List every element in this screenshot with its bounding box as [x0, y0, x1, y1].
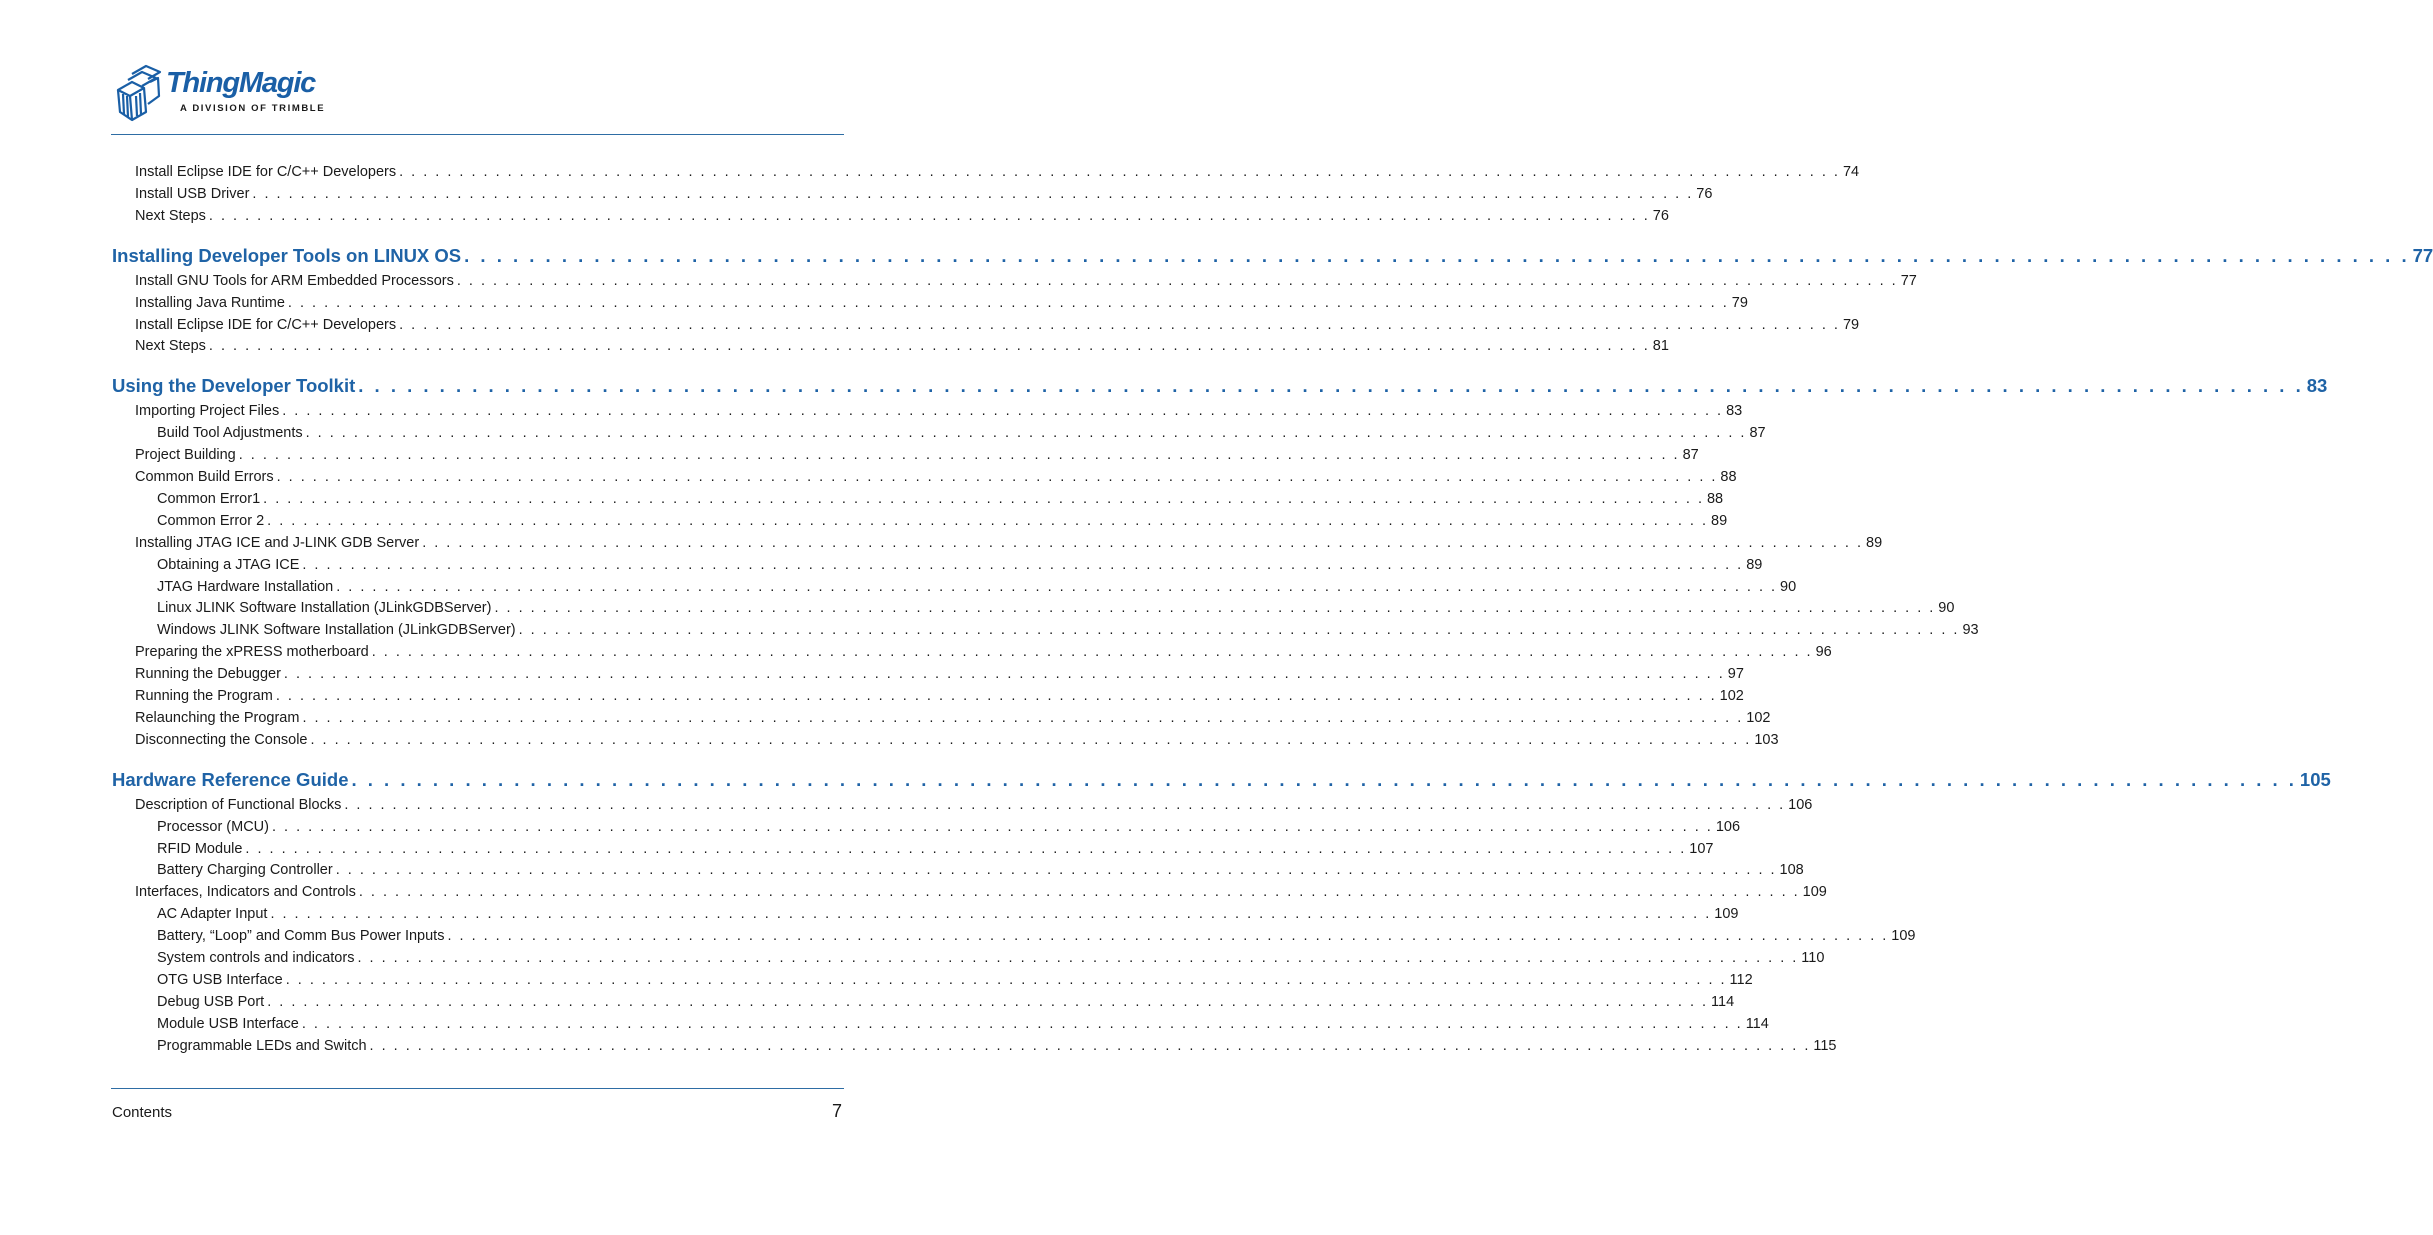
toc-entry-label: Using the Developer Toolkit [112, 375, 356, 397]
toc-dot-leader: . . . . . . . . . . . . . . . . . . . . . . . . . . . . . . . . . . . . . . . . . . . . . . . . . . . . . . . . . . . . . . . . . . . . . . . . . . . . . . . . . . . . . . . . . . . . . . . . . . . . . . . . . . . . . . . . . . . . . . . . [283, 666, 1725, 683]
toc-entry-label: Common Error1 [157, 490, 261, 507]
toc-dot-leader: . . . . . . . . . . . . . . . . . . . . . . . . . . . . . . . . . . . . . . . . . . . . . . . . . . . . . . . . . . . . . . . . . . . . . . . . . . . . . . . . . . . . . . . . . . . . . . . . . . . . . . . . . . . . . . . . . . . . . . . . [263, 490, 1704, 507]
toc-entry-page: 77 [1900, 272, 1917, 289]
toc-dot-leader: . . . . . . . . . . . . . . . . . . . . . . . . . . . . . . . . . . . . . . . . . . . . . . . . . . . . . . . . . . . . . . . . . . . . . . . . . . . . . . . . . . . . . . . . . . . . . . . . . . . . . . . . . . . . . . . . . . . . . . . . [371, 644, 1813, 661]
toc-entry[interactable] [135, 665, 1744, 683]
toc-entry-label: Debug USB Port [157, 993, 265, 1010]
toc-entry[interactable] [157, 599, 1955, 617]
toc-entry-label: Common Error 2 [157, 512, 265, 529]
toc-entry-label: Linux JLINK Software Installation (JLinkGDBServer) [157, 600, 492, 617]
toc-entry-page: 76 [1696, 185, 1713, 202]
toc-entry-label: Interfaces, Indicators and Controls [135, 884, 356, 901]
toc-entry[interactable] [135, 643, 1832, 661]
toc-entry-page: 81 [1652, 338, 1669, 355]
toc-dot-leader: . . . . . . . . . . . . . . . . . . . . . . . . . . . . . . . . . . . . . . . . . . . . . . . . . . . . . . . . . . . . . . . . . . . . . . . . . . . . . . . . . . . . . . . . . . . . . . . . . . . . . . . . . . . . . . . . . . . . . . . . [275, 688, 1717, 704]
toc-entry-page: 90 [1938, 600, 1955, 617]
toc-entry-label: Battery, “Loop” and Comm Bus Power Inputs [157, 928, 445, 945]
footer-divider [111, 1088, 844, 1089]
toc-entry-page: 89 [1866, 534, 1883, 551]
toc-entry-page: 88 [1706, 490, 1724, 507]
toc-entry[interactable] [135, 207, 1669, 225]
toc-entry[interactable] [135, 468, 1737, 486]
toc-dot-leader: . . . . . . . . . . . . . . . . . . . . . . . . . . . . . . . . . . . . . . . . . . . . . . . . . . . . . . . . . . . . . . . . . . . . . . . . . . . . . . . . . . . . . . . . . . . . . . . . . . . . . . . . . . . . . . . . . . . . . . . . [252, 185, 1694, 202]
toc-entry[interactable] [135, 316, 1860, 334]
toc-entry-page: 74 [1842, 164, 1860, 180]
toc-entry-label: AC Adapter Input [157, 906, 268, 923]
toc-entry-page: 102 [1746, 709, 1771, 726]
toc-entry-page: 107 [1689, 840, 1714, 857]
toc-dot-leader: . . . . . . . . . . . . . . . . . . . . . . . . . . . . . . . . . . . . . . . . . . . . . . . . . . . . . . . . . . . . . . . . . . . . . . . . . . . . . . . . . . . . . . . . . . . . . . . . . . . . . . . . . . . . . . . . . . . . . . . . [335, 862, 1777, 879]
toc-entry[interactable] [135, 294, 1748, 312]
toc-entry[interactable] [157, 1037, 1837, 1055]
toc-entry-page: 109 [1891, 928, 1916, 945]
toc-dot-leader: . . . . . . . . . . . . . . . . . . . . . . . . . . . . . . . . . . . . . . . . . . . . . . . . . . . . . . . . . . . . . . . . . . . . . . . . . . . . . . . . . . . . . . . . . . . . . . . . . . . . . . . . . . . . . . . . . . . . . . . . [271, 818, 1713, 835]
toc-dot-leader: . . . . . . . . . . . . . . . . . . . . . . . . . . . . . . . . . . . . . . . . . . . . . . . . . . . . . . . . . . . . . . . . . . . . . . . . . . . . . . . . . . . . . . . . . . . . . . . . . . . . . . . . . . . . . . . . . . . . . . . . [270, 906, 1712, 923]
toc-dot-leader: . . . . . . . . . . . . . . . . . . . . . . . . . . . . . . . . . . . . . . . . . . . . . . . . . . . . . . . . . . . . . . . . . . . . . . . . . . . . . . . . . . . . . . . . . . . . . . . . . . . . . . . . . . . . . . . . . . . . . . . . [447, 928, 1889, 945]
toc-entry-page: 96 [1815, 644, 1832, 661]
toc-entry-page: 108 [1779, 862, 1804, 879]
toc-entry-page: 90 [1780, 578, 1797, 595]
toc-entry[interactable] [157, 993, 1735, 1011]
toc-entry[interactable] [157, 556, 1763, 574]
toc-entry-label: Obtaining a JTAG ICE [157, 556, 300, 573]
toc-entry[interactable] [135, 185, 1713, 203]
toc-entry[interactable] [135, 731, 1779, 749]
toc-entry-page: 102 [1719, 688, 1744, 704]
toc-entry-page: 89 [1711, 512, 1728, 529]
toc-dot-leader: . . . . . . . . . . . . . . . . . . . . . . . . . . . . . . . . . . . . . . . . . . . . . . . . . . . . . . . . . . . . . . . . . . . . . . . . . . . . . . . . . . . . . . . . . . . . . . . . . . . . . . . . . . . . . . . . . . . . . . . . [245, 840, 1687, 857]
toc-entry[interactable] [135, 402, 1743, 420]
toc-entry-page: 89 [1746, 556, 1763, 573]
toc-dot-leader: . . . . . . . . . . . . . . . . . . . . . . . . . . . . . . . . . . . . . . . . . . . . . . . . . . . . . . . . . . . . . . . . . . . . . . . . . . . . . . . . . . . . . . . . . . . . . . . . . . . . . . . . . . . . . . . . . . . . . . . . [357, 950, 1799, 966]
toc-dot-leader: . . . . . . . . . . . . . . . . . . . . . . . . . . . . . . . . . . . . . . . . . . . . . . . . . . . . . . . . . . . . . . . . . . . . . . . . . . . . . . . . . . . . . . . . . . . . . . . . . . . . . . . . . . . . . . . . . . . . . . . . [285, 971, 1727, 988]
toc-entry-label: Install Eclipse IDE for C/C++ Developers [135, 164, 397, 180]
toc-entry-page: 114 [1745, 1015, 1769, 1032]
toc-entry[interactable] [135, 446, 1699, 464]
toc-entry-page: 79 [1842, 316, 1860, 333]
toc-section-entry[interactable] [112, 768, 2331, 791]
toc-entry-label: Battery Charging Controller [157, 862, 333, 879]
toc-entry-label: Install GNU Tools for ARM Embedded Processors [135, 272, 454, 289]
toc-entry[interactable] [157, 818, 1741, 836]
toc-dot-leader: . . . . . . . . . . . . . . . . . . . . . . . . . . . . . . . . . . . . . . . . . . . . . . . . . . . . . . . . . . . . . . . . . . . . . . . . . . . . . . . . . . . . . . . . . . . . . . . . . . . . . . . . . . . . . . . . . . . . . . . . [399, 316, 1840, 333]
toc-dot-leader: . . . . . . . . . . . . . . . . . . . . . . . . . . . . . . . . . . . . . . . . . . . . . . . . . . . . . . . . . . . . . . . . . . . . . . . . . . . . . . . . . . . . . . . . . . . . . . . . . . . . . . . . . . . . . . . . . . . . . . . . [305, 425, 1747, 442]
toc-entry-label: Next Steps [135, 207, 206, 224]
toc-entry-label: Preparing the xPRESS motherboard [135, 644, 369, 661]
toc-entry-page: 112 [1729, 971, 1753, 988]
toc-entry-label: Programmable LEDs and Switch [157, 1037, 367, 1054]
toc-entry-page: 83 [1726, 403, 1743, 420]
toc-dot-leader: . . . . . . . . . . . . . . . . . . . . . . . . . . . . . . . . . . . . . . . . . . . . . . . . . . . . . . . . . . . . . . . . . . . . . . . . . . . . . . . . . . . . . . . . . . . . . . . . . . . . . . . . . . . . . . . . . . . . . . . . [208, 338, 1650, 355]
toc-dot-leader: . . . . . . . . . . . . . . . . . . . . . . . . . . . . . . . . . . . . . . . . . . . . . . . . . . . . . . . . . . . . . . . . . . . . . . . . . . . . . . . . . . . . . . . . . . . . . . . . . . . . . . . . . . . . . . . . . . . . . . . . [267, 512, 1708, 529]
toc-entry-label: Processor (MCU) [157, 818, 269, 835]
toc-entry[interactable] [157, 621, 1979, 639]
toc-entry[interactable] [157, 840, 1714, 858]
toc-entry-page: 106 [1788, 796, 1813, 813]
toc-dot-leader: . . . . . . . . . . . . . . . . . . . . . . . . . . . . . . . . . . . . . . . . . . . . . . . . . . . . . . . . . . . . . . . . . . . . . . . . . . . . . . . . . . . . . . . . . . . . . . . . . . . . . . . . . . . . . . . . . . . . . . . . [310, 731, 1752, 748]
footer-page-number: 7 [831, 1101, 842, 1121]
toc-entry-label: Importing Project Files [135, 403, 280, 420]
toc-entry[interactable] [135, 883, 1827, 901]
toc-entry-page: 76 [1652, 207, 1669, 224]
toc-entry-page: 109 [1802, 884, 1827, 901]
toc-dot-leader: . . . . . . . . . . . . . . . . . . . . . . . . . . . . . . . . . . . . . . . . . . . . . . . . . . . . . . . . . . . . . . . . . . . . . . . . . . . . . . . . . . . . . . . . . . . . . . . . . . . . . . . . . . . . . . . . . . . . . . . . [344, 796, 1786, 813]
toc-entry[interactable] [135, 272, 1917, 290]
toc-entry[interactable] [157, 949, 1825, 967]
toc-entry-page: 87 [1682, 447, 1699, 464]
toc-dot-leader: . . . . . . . . . . . . . . . . . . . . . . . . . . . . . . . . . . . . . . . . . . . . . . . . . . . . . . . . . . . . . . . . . . . . . . . . . . . . . . . . . . . . . . . . . . . . . . . . . . . . . . . . . . . . . . . . . . . . . . . . [422, 534, 1864, 551]
toc-entry[interactable] [135, 687, 1744, 705]
toc-entry[interactable] [135, 709, 1771, 727]
toc-entry-page: 106 [1715, 818, 1741, 835]
toc-entry[interactable] [135, 796, 1813, 814]
toc-entry-page: 105 [2299, 768, 2331, 790]
toc-entry-label: Windows JLINK Software Installation (JLinkGDBServer) [157, 622, 516, 639]
toc-entry-label: Install USB Driver [135, 185, 250, 202]
toc-entry-label: Hardware Reference Guide [112, 768, 349, 790]
toc-entry-label: Running the Program [135, 688, 273, 704]
toc-section-entry[interactable] [112, 244, 2433, 267]
toc-entry-label: RFID Module [157, 840, 243, 857]
toc-dot-leader: . . . . . . . . . . . . . . . . . . . . . . . . . . . . . . . . . . . . . . . . . . . . . . . . . . . . . . . . . . . . . . . . . . . . . . . . . . . . . . . . . . . . . . . . . . . . . . . . . . . . . . . . . . . . . . . . . . . . . . . . [336, 578, 1778, 595]
toc-dot-leader: . . . . . . . . . . . . . . . . . . . . . . . . . . . . . . . . . . . . . . . . . . . . . . . . . . . . . . . . . . . . . . . . . . . . . . . . . . . . . . . . . . . . . . . . . . . . . . . . . . . . . . . . . . . . . . . . . . . . . . . . [369, 1037, 1811, 1054]
toc-dot-leader: . . . . . . . . . . . . . . . . . . . . . . . . . . . . . . . . . . . . . . . . . . . . . . . . . . . . . . . . . . . . . . . . . . . . . . . . . . . . . . . . . . . . . . . . . . . . . . . . . . . . . . . . . . . . . . . . . . . . . . . . [464, 244, 2410, 266]
toc-entry-page: 97 [1727, 666, 1744, 683]
toc-entry-page: 103 [1754, 731, 1779, 748]
toc-entry[interactable] [157, 578, 1797, 596]
toc-dot-leader: . . . . . . . . . . . . . . . . . . . . . . . . . . . . . . . . . . . . . . . . . . . . . . . . . . . . . . . . . . . . . . . . . . . . . . . . . . . . . . . . . . . . . . . . . . . . . . . . . . . . . . . . . . . . . . . . . . . . . . . . [287, 294, 1729, 311]
toc-entry-label: JTAG Hardware Installation [157, 578, 334, 595]
toc-entry-label: System controls and indicators [157, 950, 355, 966]
brand-name: ThingMagic [166, 67, 316, 99]
toc-entry-page: 110 [1801, 950, 1825, 966]
toc-dot-leader: . . . . . . . . . . . . . . . . . . . . . . . . . . . . . . . . . . . . . . . . . . . . . . . . . . . . . . . . . . . . . . . . . . . . . . . . . . . . . . . . . . . . . . . . . . . . . . . . . . . . . . . . . . . . . . . . . . . . . . . . [456, 272, 1898, 289]
toc-dot-leader: . . . . . . . . . . . . . . . . . . . . . . . . . . . . . . . . . . . . . . . . . . . . . . . . . . . . . . . . . . . . . . . . . . . . . . . . . . . . . . . . . . . . . . . . . . . . . . . . . . . . . . . . . . . . . . . . . . . . . . . . [276, 469, 1718, 485]
toc-section-entry[interactable] [112, 375, 2328, 397]
brand-tagline: A DIVISION OF TRIMBLE [180, 103, 326, 114]
toc-entry-label: Project Building [135, 447, 236, 464]
toc-dot-leader: . . . . . . . . . . . . . . . . . . . . . . . . . . . . . . . . . . . . . . . . . . . . . . . . . . . . . . . . . . . . . . . . . . . . . . . . . . . . . . . . . . . . . . . . . . . . . . . . . . . . . . . . . . . . . . . . . . . . . . . . [282, 403, 1724, 420]
toc-dot-leader: . . . . . . . . . . . . . . . . . . . . . . . . . . . . . . . . . . . . . . . . . . . . . . . . . . . . . . . . . . . . . . . . . . . . . . . . . . . . . . . . . . . . . . . . . . . . . . . . . . . . . . . . . . . . . . . . . . . . . . . . [494, 600, 1936, 617]
toc-dot-leader: . . . . . . . . . . . . . . . . . . . . . . . . . . . . . . . . . . . . . . . . . . . . . . . . . . . . . . . . . . . . . . . . . . . . . . . . . . . . . . . . . . . . . . . . . . . . . . . . . . . . . . . . . . . . . . . . . . . . . . . . [208, 207, 1650, 224]
toc-entry-label: Relaunching the Program [135, 709, 300, 726]
toc-entry-page: 83 [2306, 375, 2328, 397]
toc-entry-page: 88 [1720, 469, 1737, 485]
toc-dot-leader: . . . . . . . . . . . . . . . . . . . . . . . . . . . . . . . . . . . . . . . . . . . . . . . . . . . . . . . . . . . . . . . . . . . . . . . . . . . . . . . . . . . . . . . . . . . . . . . . . . . . . . . . . . . . . . . . . . . . . . . . [399, 164, 1840, 180]
toc-entry-label: Running the Debugger [135, 666, 281, 683]
toc-dot-leader: . . . . . . . . . . . . . . . . . . . . . . . . . . . . . . . . . . . . . . . . . . . . . . . . . . . . . . . . . . . . . . . . . . . . . . . . . . . . . . . . . . . . . . . . . . . . . . . . . . . . . . . . . . . . . . . . . . . . . . . . [518, 622, 1960, 639]
toc-entry-page: 77 [2412, 244, 2433, 266]
toc-entry-label: Next Steps [135, 338, 206, 355]
toc-entry-label: Module USB Interface [157, 1015, 299, 1032]
toc-entry-page: 109 [1714, 906, 1739, 923]
toc-entry[interactable] [157, 927, 1916, 945]
toc-dot-leader: . . . . . . . . . . . . . . . . . . . . . . . . . . . . . . . . . . . . . . . . . . . . . . . . . . . . . . . . . . . . . . . . . . . . . . . . . . . . . . . . . . . . . . . . . . . . . . . . . . . . . . . . . . . . . . . . . . . . . . . . [358, 884, 1800, 901]
toc-entry-label: Installing JTAG ICE and J-LINK GDB Server [135, 534, 420, 551]
toc-entry-page: 93 [1962, 622, 1979, 639]
toc-dot-leader: . . . . . . . . . . . . . . . . . . . . . . . . . . . . . . . . . . . . . . . . . . . . . . . . . . . . . . . . . . . . . . . . . . . . . . . . . . . . . . . . . . . . . . . . . . . . . . . . . . . . . . . . . . . . . . . . . . . . . . . . [351, 768, 2297, 790]
toc-entry[interactable] [157, 424, 1766, 442]
toc-entry-label: Common Build Errors [135, 469, 274, 485]
toc-entry-page: 87 [1749, 425, 1766, 442]
toc-entry[interactable] [157, 490, 1724, 508]
toc-entry-page: 115 [1813, 1037, 1837, 1054]
toc-entry-label: Installing Java Runtime [135, 294, 285, 311]
toc-entry-page: 79 [1731, 294, 1748, 311]
toc-dot-leader: . . . . . . . . . . . . . . . . . . . . . . . . . . . . . . . . . . . . . . . . . . . . . . . . . . . . . . . . . . . . . . . . . . . . . . . . . . . . . . . . . . . . . . . . . . . . . . . . . . . . . . . . . . . . . . . . . . . . . . . . [267, 993, 1709, 1010]
toc-entry[interactable] [157, 905, 1739, 923]
toc-entry[interactable] [157, 861, 1804, 879]
toc-entry-label: Installing Developer Tools on LINUX OS [112, 244, 462, 266]
toc-dot-leader: . . . . . . . . . . . . . . . . . . . . . . . . . . . . . . . . . . . . . . . . . . . . . . . . . . . . . . . . . . . . . . . . . . . . . . . . . . . . . . . . . . . . . . . . . . . . . . . . . . . . . . . . . . . . . . . . . . . . . . . . [358, 375, 2304, 397]
toc-entry-label: Description of Functional Blocks [135, 796, 342, 813]
toc-dot-leader: . . . . . . . . . . . . . . . . . . . . . . . . . . . . . . . . . . . . . . . . . . . . . . . . . . . . . . . . . . . . . . . . . . . . . . . . . . . . . . . . . . . . . . . . . . . . . . . . . . . . . . . . . . . . . . . . . . . . . . . . [302, 556, 1744, 573]
toc-entry[interactable] [157, 512, 1728, 530]
toc-dot-leader: . . . . . . . . . . . . . . . . . . . . . . . . . . . . . . . . . . . . . . . . . . . . . . . . . . . . . . . . . . . . . . . . . . . . . . . . . . . . . . . . . . . . . . . . . . . . . . . . . . . . . . . . . . . . . . . . . . . . . . . . [302, 709, 1744, 726]
toc-entry[interactable] [135, 337, 1669, 355]
toc-entry[interactable] [157, 1015, 1769, 1033]
toc-entry[interactable] [157, 971, 1753, 989]
toc-entry-label: Install Eclipse IDE for C/C++ Developers [135, 316, 397, 333]
toc-dot-leader: . . . . . . . . . . . . . . . . . . . . . . . . . . . . . . . . . . . . . . . . . . . . . . . . . . . . . . . . . . . . . . . . . . . . . . . . . . . . . . . . . . . . . . . . . . . . . . . . . . . . . . . . . . . . . . . . . . . . . . . . [301, 1015, 1743, 1032]
toc-entry-label: Disconnecting the Console [135, 731, 308, 748]
toc-entry-label: OTG USB Interface [157, 971, 283, 988]
toc-entry-page: 114 [1711, 993, 1735, 1010]
footer-section-label: Contents [112, 1104, 173, 1121]
toc-entry-label: Build Tool Adjustments [157, 425, 303, 442]
toc-dot-leader: . . . . . . . . . . . . . . . . . . . . . . . . . . . . . . . . . . . . . . . . . . . . . . . . . . . . . . . . . . . . . . . . . . . . . . . . . . . . . . . . . . . . . . . . . . . . . . . . . . . . . . . . . . . . . . . . . . . . . . . . [238, 447, 1680, 464]
toc-entry[interactable] [135, 163, 1860, 181]
toc-entry[interactable] [135, 534, 1883, 552]
